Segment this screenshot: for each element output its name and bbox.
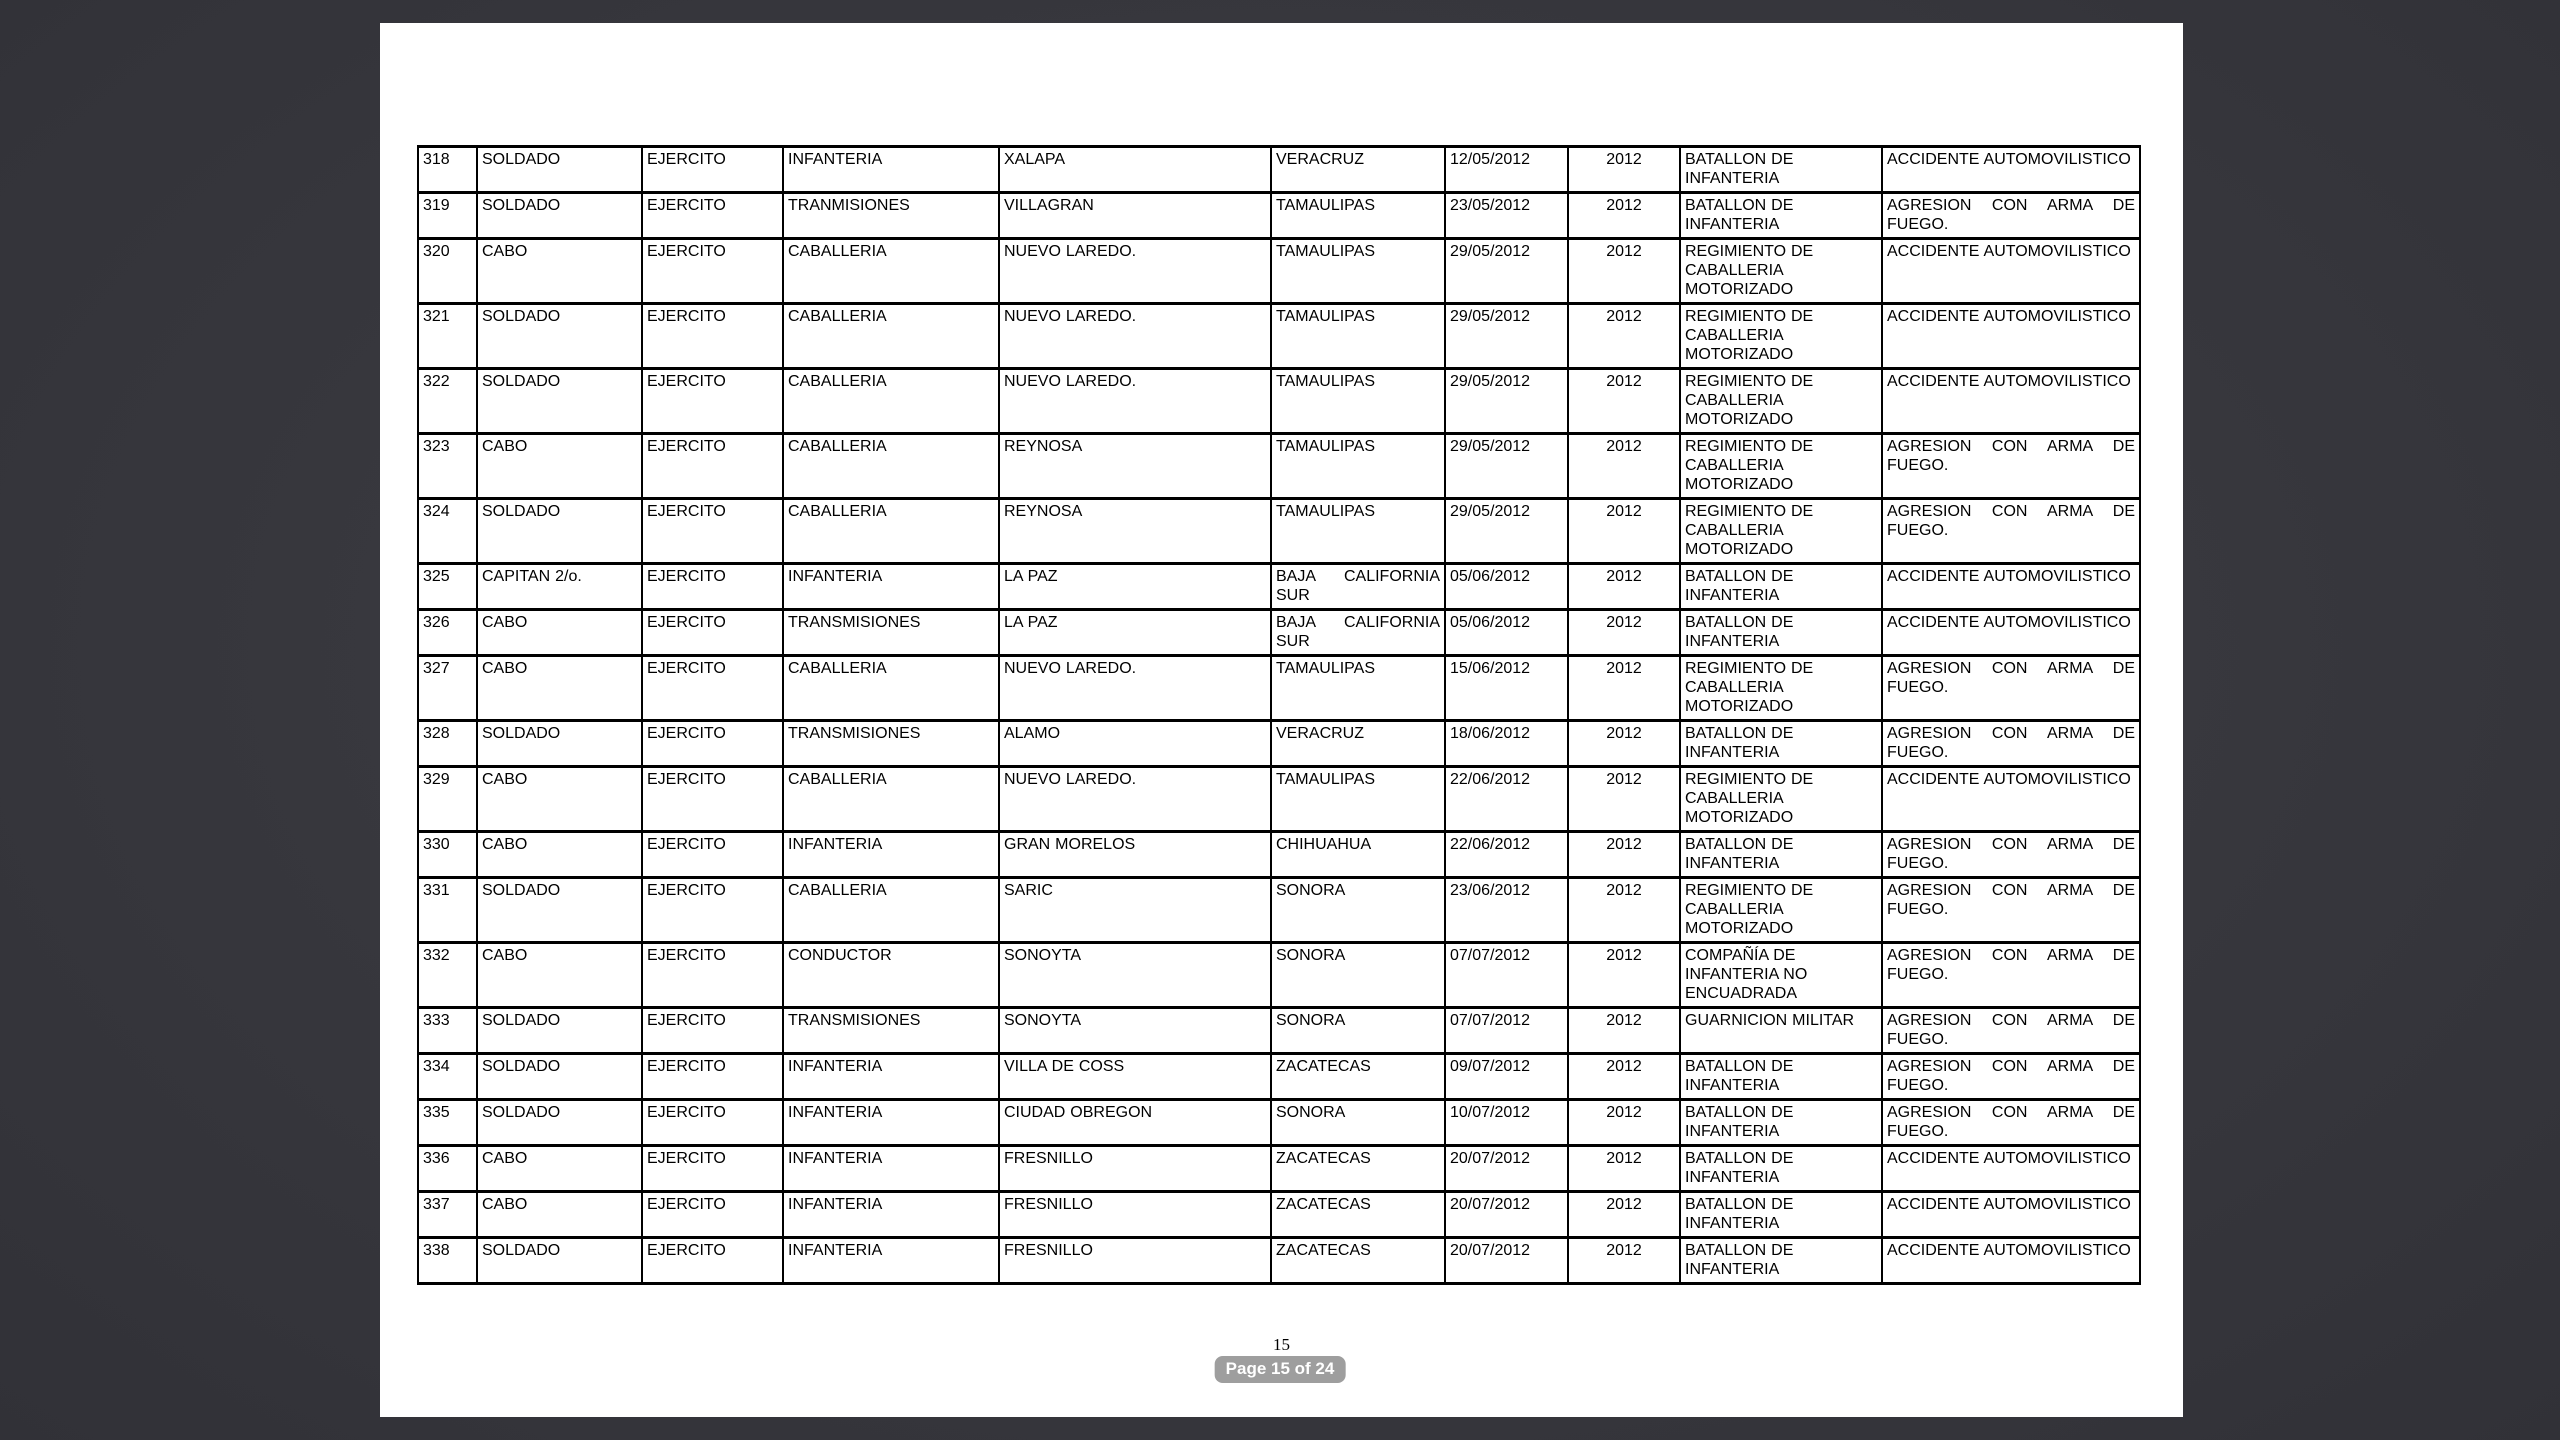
cell-city: NUEVO LAREDO. — [999, 239, 1271, 304]
table-row — [418, 767, 2140, 832]
cell-date: 09/07/2012 — [1445, 1054, 1568, 1100]
cell-state: TAMAULIPAS — [1271, 767, 1445, 832]
cell-date: 29/05/2012 — [1445, 499, 1568, 564]
cell-state: TAMAULIPAS — [1271, 499, 1445, 564]
cell-branch: EJERCITO — [642, 1238, 783, 1284]
cell-cause: AGRESION CON ARMA DE FUEGO. — [1882, 193, 2140, 239]
cell-record-number: 334 — [418, 1054, 477, 1100]
cell-rank: CABO — [477, 1192, 642, 1238]
cell-cause: AGRESION CON ARMA DE FUEGO. — [1882, 721, 2140, 767]
cell-unit: BATALLON DE INFANTERIA — [1680, 1238, 1882, 1284]
table-row — [418, 499, 2140, 564]
cell-cause: ACCIDENTE AUTOMOVILISTICO — [1882, 239, 2140, 304]
cell-record-number: 327 — [418, 656, 477, 721]
cell-branch: EJERCITO — [642, 610, 783, 656]
cell-year: 2012 — [1568, 1192, 1680, 1238]
cell-year: 2012 — [1568, 1054, 1680, 1100]
cell-year: 2012 — [1568, 1008, 1680, 1054]
cell-cause: ACCIDENTE AUTOMOVILISTICO — [1882, 369, 2140, 434]
cell-year: 2012 — [1568, 1238, 1680, 1284]
cell-branch: EJERCITO — [642, 147, 783, 193]
cell-state: VERACRUZ — [1271, 147, 1445, 193]
cell-arm: CABALLERIA — [783, 878, 999, 943]
cell-record-number: 326 — [418, 610, 477, 656]
cell-city: NUEVO LAREDO. — [999, 656, 1271, 721]
cell-state: ZACATECAS — [1271, 1192, 1445, 1238]
table-row — [418, 1238, 2140, 1284]
cell-year: 2012 — [1568, 369, 1680, 434]
cell-city: FRESNILLO — [999, 1238, 1271, 1284]
cell-city: SARIC — [999, 878, 1271, 943]
table-row — [418, 721, 2140, 767]
cell-cause: AGRESION CON ARMA DE FUEGO. — [1882, 1008, 2140, 1054]
cell-arm: CABALLERIA — [783, 369, 999, 434]
cell-branch: EJERCITO — [642, 564, 783, 610]
table-row — [418, 1192, 2140, 1238]
cell-unit: REGIMIENTO DE CABALLERIA MOTORIZADO — [1680, 304, 1882, 369]
table-row — [418, 943, 2140, 1008]
cell-date: 29/05/2012 — [1445, 434, 1568, 499]
cell-state: ZACATECAS — [1271, 1238, 1445, 1284]
cell-branch: EJERCITO — [642, 1100, 783, 1146]
cell-year: 2012 — [1568, 943, 1680, 1008]
cell-state: ZACATECAS — [1271, 1054, 1445, 1100]
cell-year: 2012 — [1568, 239, 1680, 304]
cell-city: CIUDAD OBREGON — [999, 1100, 1271, 1146]
cell-record-number: 325 — [418, 564, 477, 610]
cell-state: TAMAULIPAS — [1271, 239, 1445, 304]
table-row — [418, 1054, 2140, 1100]
cell-city: SONOYTA — [999, 943, 1271, 1008]
cell-arm: INFANTERIA — [783, 147, 999, 193]
cell-unit: BATALLON DE INFANTERIA — [1680, 193, 1882, 239]
cell-branch: EJERCITO — [642, 1054, 783, 1100]
cell-arm: TRANSMISIONES — [783, 721, 999, 767]
page-indicator-badge: Page 15 of 24 — [1215, 1356, 1346, 1383]
records-table — [417, 145, 2141, 1285]
cell-record-number: 332 — [418, 943, 477, 1008]
cell-unit: COMPAÑÍA DE INFANTERIA NO ENCUADRADA — [1680, 943, 1882, 1008]
cell-state: BAJA CALIFORNIA SUR — [1271, 610, 1445, 656]
cell-rank: SOLDADO — [477, 304, 642, 369]
cell-cause: AGRESION CON ARMA DE FUEGO. — [1882, 832, 2140, 878]
cell-state: VERACRUZ — [1271, 721, 1445, 767]
cell-cause: ACCIDENTE AUTOMOVILISTICO — [1882, 1192, 2140, 1238]
table-row — [418, 147, 2140, 193]
cell-rank: CABO — [477, 434, 642, 499]
cell-year: 2012 — [1568, 610, 1680, 656]
cell-record-number: 337 — [418, 1192, 477, 1238]
cell-record-number: 333 — [418, 1008, 477, 1054]
cell-record-number: 318 — [418, 147, 477, 193]
cell-year: 2012 — [1568, 1100, 1680, 1146]
cell-cause: AGRESION CON ARMA DE FUEGO. — [1882, 434, 2140, 499]
cell-rank: SOLDADO — [477, 499, 642, 564]
cell-cause: ACCIDENTE AUTOMOVILISTICO — [1882, 767, 2140, 832]
cell-date: 20/07/2012 — [1445, 1238, 1568, 1284]
cell-date: 29/05/2012 — [1445, 304, 1568, 369]
cell-record-number: 321 — [418, 304, 477, 369]
cell-branch: EJERCITO — [642, 878, 783, 943]
table-row — [418, 1146, 2140, 1192]
cell-branch: EJERCITO — [642, 304, 783, 369]
cell-unit: BATALLON DE INFANTERIA — [1680, 1146, 1882, 1192]
cell-branch: EJERCITO — [642, 1192, 783, 1238]
cell-record-number: 331 — [418, 878, 477, 943]
cell-unit: BATALLON DE INFANTERIA — [1680, 147, 1882, 193]
cell-branch: EJERCITO — [642, 943, 783, 1008]
cell-cause: ACCIDENTE AUTOMOVILISTICO — [1882, 1146, 2140, 1192]
cell-unit: BATALLON DE INFANTERIA — [1680, 564, 1882, 610]
cell-year: 2012 — [1568, 193, 1680, 239]
cell-record-number: 322 — [418, 369, 477, 434]
cell-city: LA PAZ — [999, 610, 1271, 656]
cell-rank: SOLDADO — [477, 878, 642, 943]
cell-rank: SOLDADO — [477, 1054, 642, 1100]
cell-record-number: 320 — [418, 239, 477, 304]
table-row — [418, 1008, 2140, 1054]
cell-arm: CABALLERIA — [783, 499, 999, 564]
cell-arm: INFANTERIA — [783, 1238, 999, 1284]
cell-date: 05/06/2012 — [1445, 610, 1568, 656]
cell-rank: CABO — [477, 610, 642, 656]
cell-branch: EJERCITO — [642, 193, 783, 239]
cell-city: FRESNILLO — [999, 1146, 1271, 1192]
cell-arm: TRANSMISIONES — [783, 1008, 999, 1054]
cell-rank: CABO — [477, 239, 642, 304]
cell-state: TAMAULIPAS — [1271, 304, 1445, 369]
cell-arm: TRANSMISIONES — [783, 610, 999, 656]
cell-unit: REGIMIENTO DE CABALLERIA MOTORIZADO — [1680, 767, 1882, 832]
cell-record-number: 338 — [418, 1238, 477, 1284]
cell-record-number: 324 — [418, 499, 477, 564]
cell-date: 15/06/2012 — [1445, 656, 1568, 721]
cell-city: NUEVO LAREDO. — [999, 369, 1271, 434]
cell-record-number: 330 — [418, 832, 477, 878]
cell-date: 07/07/2012 — [1445, 943, 1568, 1008]
cell-state: SONORA — [1271, 878, 1445, 943]
table-row — [418, 878, 2140, 943]
cell-date: 20/07/2012 — [1445, 1146, 1568, 1192]
cell-branch: EJERCITO — [642, 832, 783, 878]
cell-rank: CAPITAN 2/o. — [477, 564, 642, 610]
cell-city: LA PAZ — [999, 564, 1271, 610]
cell-cause: AGRESION CON ARMA DE FUEGO. — [1882, 943, 2140, 1008]
cell-rank: SOLDADO — [477, 369, 642, 434]
cell-year: 2012 — [1568, 656, 1680, 721]
cell-record-number: 329 — [418, 767, 477, 832]
cell-unit: BATALLON DE INFANTERIA — [1680, 610, 1882, 656]
cell-year: 2012 — [1568, 434, 1680, 499]
cell-unit: BATALLON DE INFANTERIA — [1680, 1100, 1882, 1146]
cell-state: TAMAULIPAS — [1271, 369, 1445, 434]
cell-unit: REGIMIENTO DE CABALLERIA MOTORIZADO — [1680, 369, 1882, 434]
cell-rank: SOLDADO — [477, 721, 642, 767]
cell-arm: CABALLERIA — [783, 239, 999, 304]
cell-city: REYNOSA — [999, 434, 1271, 499]
cell-arm: INFANTERIA — [783, 832, 999, 878]
cell-date: 22/06/2012 — [1445, 832, 1568, 878]
cell-arm: INFANTERIA — [783, 564, 999, 610]
cell-unit: BATALLON DE INFANTERIA — [1680, 1054, 1882, 1100]
cell-arm: INFANTERIA — [783, 1100, 999, 1146]
cell-record-number: 323 — [418, 434, 477, 499]
table-row — [418, 193, 2140, 239]
cell-cause: AGRESION CON ARMA DE FUEGO. — [1882, 499, 2140, 564]
cell-state: ZACATECAS — [1271, 1146, 1445, 1192]
cell-record-number: 328 — [418, 721, 477, 767]
cell-date: 23/05/2012 — [1445, 193, 1568, 239]
cell-arm: TRANMISIONES — [783, 193, 999, 239]
cell-date: 07/07/2012 — [1445, 1008, 1568, 1054]
cell-date: 05/06/2012 — [1445, 564, 1568, 610]
cell-branch: EJERCITO — [642, 1008, 783, 1054]
cell-date: 20/07/2012 — [1445, 1192, 1568, 1238]
cell-cause: ACCIDENTE AUTOMOVILISTICO — [1882, 1238, 2140, 1284]
cell-unit: GUARNICION MILITAR — [1680, 1008, 1882, 1054]
cell-rank: CABO — [477, 1146, 642, 1192]
cell-rank: CABO — [477, 767, 642, 832]
cell-city: NUEVO LAREDO. — [999, 767, 1271, 832]
cell-cause: AGRESION CON ARMA DE FUEGO. — [1882, 656, 2140, 721]
cell-city: REYNOSA — [999, 499, 1271, 564]
cell-cause: ACCIDENTE AUTOMOVILISTICO — [1882, 610, 2140, 656]
table-row — [418, 610, 2140, 656]
cell-unit: REGIMIENTO DE CABALLERIA MOTORIZADO — [1680, 434, 1882, 499]
cell-date: 10/07/2012 — [1445, 1100, 1568, 1146]
cell-year: 2012 — [1568, 832, 1680, 878]
page-footer-number: 15 — [1273, 1335, 1290, 1354]
cell-arm: CABALLERIA — [783, 304, 999, 369]
cell-branch: EJERCITO — [642, 369, 783, 434]
cell-date: 29/05/2012 — [1445, 239, 1568, 304]
cell-year: 2012 — [1568, 304, 1680, 369]
cell-cause: ACCIDENTE AUTOMOVILISTICO — [1882, 304, 2140, 369]
cell-cause: AGRESION CON ARMA DE FUEGO. — [1882, 878, 2140, 943]
cell-unit: BATALLON DE INFANTERIA — [1680, 721, 1882, 767]
cell-city: FRESNILLO — [999, 1192, 1271, 1238]
cell-rank: CABO — [477, 656, 642, 721]
cell-state: TAMAULIPAS — [1271, 434, 1445, 499]
cell-year: 2012 — [1568, 147, 1680, 193]
cell-state: CHIHUAHUA — [1271, 832, 1445, 878]
cell-date: 29/05/2012 — [1445, 369, 1568, 434]
cell-branch: EJERCITO — [642, 434, 783, 499]
cell-date: 18/06/2012 — [1445, 721, 1568, 767]
cell-unit: BATALLON DE INFANTERIA — [1680, 832, 1882, 878]
cell-branch: EJERCITO — [642, 721, 783, 767]
cell-city: VILLAGRAN — [999, 193, 1271, 239]
cell-branch: EJERCITO — [642, 656, 783, 721]
table-row — [418, 434, 2140, 499]
cell-unit: BATALLON DE INFANTERIA — [1680, 1192, 1882, 1238]
cell-record-number: 319 — [418, 193, 477, 239]
cell-unit: REGIMIENTO DE CABALLERIA MOTORIZADO — [1680, 656, 1882, 721]
table-row — [418, 369, 2140, 434]
cell-record-number: 336 — [418, 1146, 477, 1192]
cell-rank: SOLDADO — [477, 1008, 642, 1054]
cell-date: 23/06/2012 — [1445, 878, 1568, 943]
cell-date: 22/06/2012 — [1445, 767, 1568, 832]
cell-rank: SOLDADO — [477, 1238, 642, 1284]
cell-year: 2012 — [1568, 878, 1680, 943]
cell-cause: ACCIDENTE AUTOMOVILISTICO — [1882, 564, 2140, 610]
document-page — [380, 23, 2183, 1417]
cell-branch: EJERCITO — [642, 239, 783, 304]
cell-city: VILLA DE COSS — [999, 1054, 1271, 1100]
cell-year: 2012 — [1568, 499, 1680, 564]
cell-state: TAMAULIPAS — [1271, 193, 1445, 239]
cell-year: 2012 — [1568, 564, 1680, 610]
cell-cause: AGRESION CON ARMA DE FUEGO. — [1882, 1100, 2140, 1146]
cell-arm: CABALLERIA — [783, 434, 999, 499]
cell-arm: INFANTERIA — [783, 1054, 999, 1100]
cell-branch: EJERCITO — [642, 499, 783, 564]
cell-unit: REGIMIENTO DE CABALLERIA MOTORIZADO — [1680, 239, 1882, 304]
cell-rank: SOLDADO — [477, 147, 642, 193]
cell-rank: SOLDADO — [477, 1100, 642, 1146]
cell-arm: CABALLERIA — [783, 767, 999, 832]
cell-year: 2012 — [1568, 721, 1680, 767]
cell-state: SONORA — [1271, 1100, 1445, 1146]
cell-record-number: 335 — [418, 1100, 477, 1146]
cell-state: BAJA CALIFORNIA SUR — [1271, 564, 1445, 610]
cell-cause: AGRESION CON ARMA DE FUEGO. — [1882, 1054, 2140, 1100]
cell-rank: CABO — [477, 943, 642, 1008]
cell-city: ALAMO — [999, 721, 1271, 767]
cell-state: TAMAULIPAS — [1271, 656, 1445, 721]
cell-branch: EJERCITO — [642, 1146, 783, 1192]
table-row — [418, 656, 2140, 721]
cell-arm: INFANTERIA — [783, 1192, 999, 1238]
cell-city: SONOYTA — [999, 1008, 1271, 1054]
cell-arm: INFANTERIA — [783, 1146, 999, 1192]
cell-state: SONORA — [1271, 943, 1445, 1008]
cell-year: 2012 — [1568, 1146, 1680, 1192]
cell-unit: REGIMIENTO DE CABALLERIA MOTORIZADO — [1680, 878, 1882, 943]
cell-arm: CABALLERIA — [783, 656, 999, 721]
cell-arm: CONDUCTOR — [783, 943, 999, 1008]
cell-city: NUEVO LAREDO. — [999, 304, 1271, 369]
table-row — [418, 564, 2140, 610]
cell-cause: ACCIDENTE AUTOMOVILISTICO — [1882, 147, 2140, 193]
table-row — [418, 239, 2140, 304]
cell-city: XALAPA — [999, 147, 1271, 193]
cell-rank: SOLDADO — [477, 193, 642, 239]
cell-unit: REGIMIENTO DE CABALLERIA MOTORIZADO — [1680, 499, 1882, 564]
cell-city: GRAN MORELOS — [999, 832, 1271, 878]
cell-state: SONORA — [1271, 1008, 1445, 1054]
cell-date: 12/05/2012 — [1445, 147, 1568, 193]
cell-year: 2012 — [1568, 767, 1680, 832]
table-row — [418, 304, 2140, 369]
cell-branch: EJERCITO — [642, 767, 783, 832]
table-row — [418, 832, 2140, 878]
table-row — [418, 1100, 2140, 1146]
cell-rank: CABO — [477, 832, 642, 878]
